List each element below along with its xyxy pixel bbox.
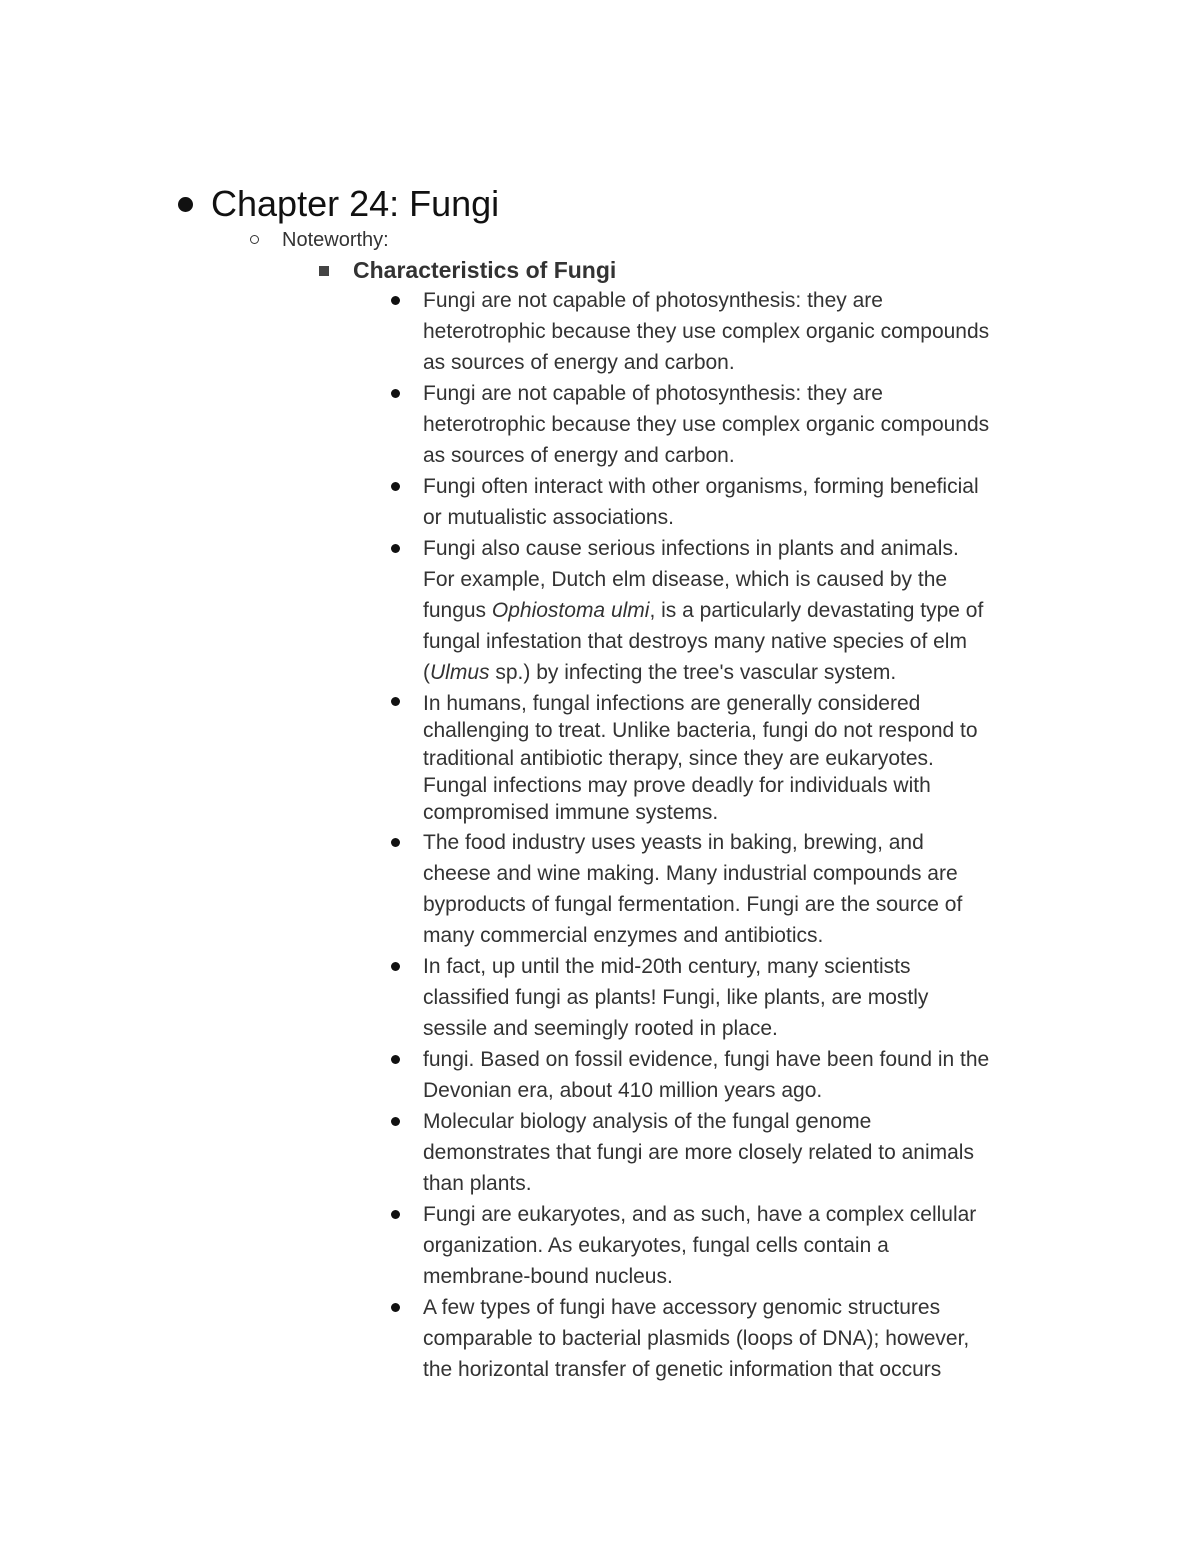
bullet-disc-icon — [391, 1055, 400, 1064]
list-item-line: many commercial enzymes and antibiotics. — [423, 924, 824, 948]
list-item-line: fungal infestation that destroys many native species of elm — [423, 630, 967, 653]
list-item — [388, 378, 1088, 471]
list-item-line: Fungal infections may prove deadly for individuals with — [423, 773, 931, 797]
list-item-line: Molecular biology analysis of the fungal genome — [423, 1110, 872, 1134]
bullet-disc-icon — [391, 1303, 400, 1312]
list-item-line — [423, 657, 1088, 688]
text-segment: fungus — [423, 599, 492, 622]
bullet-disc-icon — [391, 389, 400, 398]
list-item-line: Devonian era, about 410 million years ago. — [423, 1079, 823, 1103]
text-segment: ( — [423, 661, 430, 684]
list-item-line — [423, 595, 1088, 626]
list-item-line: the horizontal transfer of genetic information that occurs — [423, 1358, 942, 1382]
list-item-line: The food industry uses yeasts in baking, brewing, and — [423, 831, 924, 855]
list-item — [388, 1292, 1088, 1385]
list-item-line: traditional antibiotic therapy, since they are eukaryotes. — [423, 746, 934, 770]
list-item-line: than plants. — [423, 1172, 532, 1196]
list-item-line: organization. As eukaryotes, fungal cells contain a — [423, 1234, 889, 1258]
list-item-line: Fungi are eukaryotes, and as such, have a complex cellular — [423, 1203, 977, 1227]
list-item — [388, 1199, 1088, 1292]
list-item-line: Fungi are not capable of photosynthesis: they are — [423, 289, 883, 312]
subheading — [250, 226, 389, 254]
text-segment: sp.) by infecting the tree's vascular system. — [489, 661, 897, 684]
bullet-disc-icon — [391, 296, 400, 305]
list-item-line: byproducts of fungal fermentation. Fungi are the source of — [423, 893, 963, 917]
list-item-line: demonstrates that fungi are more closely related to animals — [423, 1141, 974, 1165]
bullet-disc-icon — [391, 1117, 400, 1126]
italic-text: Ulmus — [430, 661, 490, 684]
list-item — [388, 827, 1088, 951]
list-item-line: as sources of energy and carbon. — [423, 444, 735, 467]
list-item-line: cheese and wine making. Many industrial compounds are — [423, 862, 958, 886]
list-item-line: classified fungi as plants! Fungi, like plants, are mostly — [423, 986, 929, 1010]
list-item — [388, 1106, 1088, 1199]
chapter-title: Chapter 24: Fungi — [211, 183, 500, 224]
chapter-heading — [178, 182, 499, 226]
list-item-line: challenging to treat. Unlike bacteria, fungi do not respond to — [423, 719, 978, 743]
list-item — [388, 471, 1088, 533]
section-title: Characteristics of Fungi — [353, 257, 617, 283]
bullet-disc-icon — [391, 544, 400, 553]
list-item-line: fungi. Based on fossil evidence, fungi have been found in the — [423, 1048, 990, 1072]
list-item-line: heterotrophic because they use complex organic compounds — [423, 413, 990, 436]
subheading-text: Noteworthy: — [282, 229, 389, 251]
list-item — [388, 951, 1088, 1044]
list-item-line: In humans, fungal infections are generally considered — [423, 692, 921, 715]
list-item-line: compromised immune systems. — [423, 801, 719, 825]
list-item — [388, 533, 1088, 688]
list-item-line: For example, Dutch elm disease, which is caused by the — [423, 568, 948, 591]
bullet-disc-icon — [178, 197, 193, 212]
list-item-line: Fungi are not capable of photosynthesis: they are — [423, 382, 883, 405]
list-item-line: In fact, up until the mid-20th century, many scientists — [423, 955, 911, 979]
bullet-disc-icon — [391, 482, 400, 491]
list-item-line: membrane-bound nucleus. — [423, 1265, 673, 1289]
italic-text: Ophiostoma ulmi — [491, 599, 650, 622]
list-item-line: or mutualistic associations. — [423, 506, 674, 529]
list-item-line: Fungi often interact with other organisms, forming beneficial — [423, 475, 979, 498]
bullet-disc-icon — [391, 838, 400, 847]
list-item-line: sessile and seemingly rooted in place. — [423, 1017, 778, 1041]
bullet-square-icon — [319, 266, 329, 276]
bullet-disc-icon — [391, 697, 400, 706]
text-segment: , is a particularly devastating type of — [649, 599, 984, 622]
list-item-line: comparable to bacterial plasmids (loops of DNA); however, — [423, 1327, 970, 1351]
section-heading — [319, 255, 616, 285]
list-item — [388, 688, 1088, 827]
bullet-disc-icon — [391, 1210, 400, 1219]
list-item — [388, 1044, 1088, 1106]
list-item — [388, 285, 1088, 378]
bullet-disc-icon — [391, 962, 400, 971]
list-item-line: as sources of energy and carbon. — [423, 351, 735, 374]
list-item-line: A few types of fungi have accessory genomic structures — [423, 1296, 941, 1320]
bullet-circle-icon — [250, 235, 259, 244]
bullet-list — [388, 285, 1088, 1385]
list-item-line: Fungi also cause serious infections in plants and animals. — [423, 537, 959, 560]
list-item-line: heterotrophic because they use complex organic compounds — [423, 320, 990, 343]
